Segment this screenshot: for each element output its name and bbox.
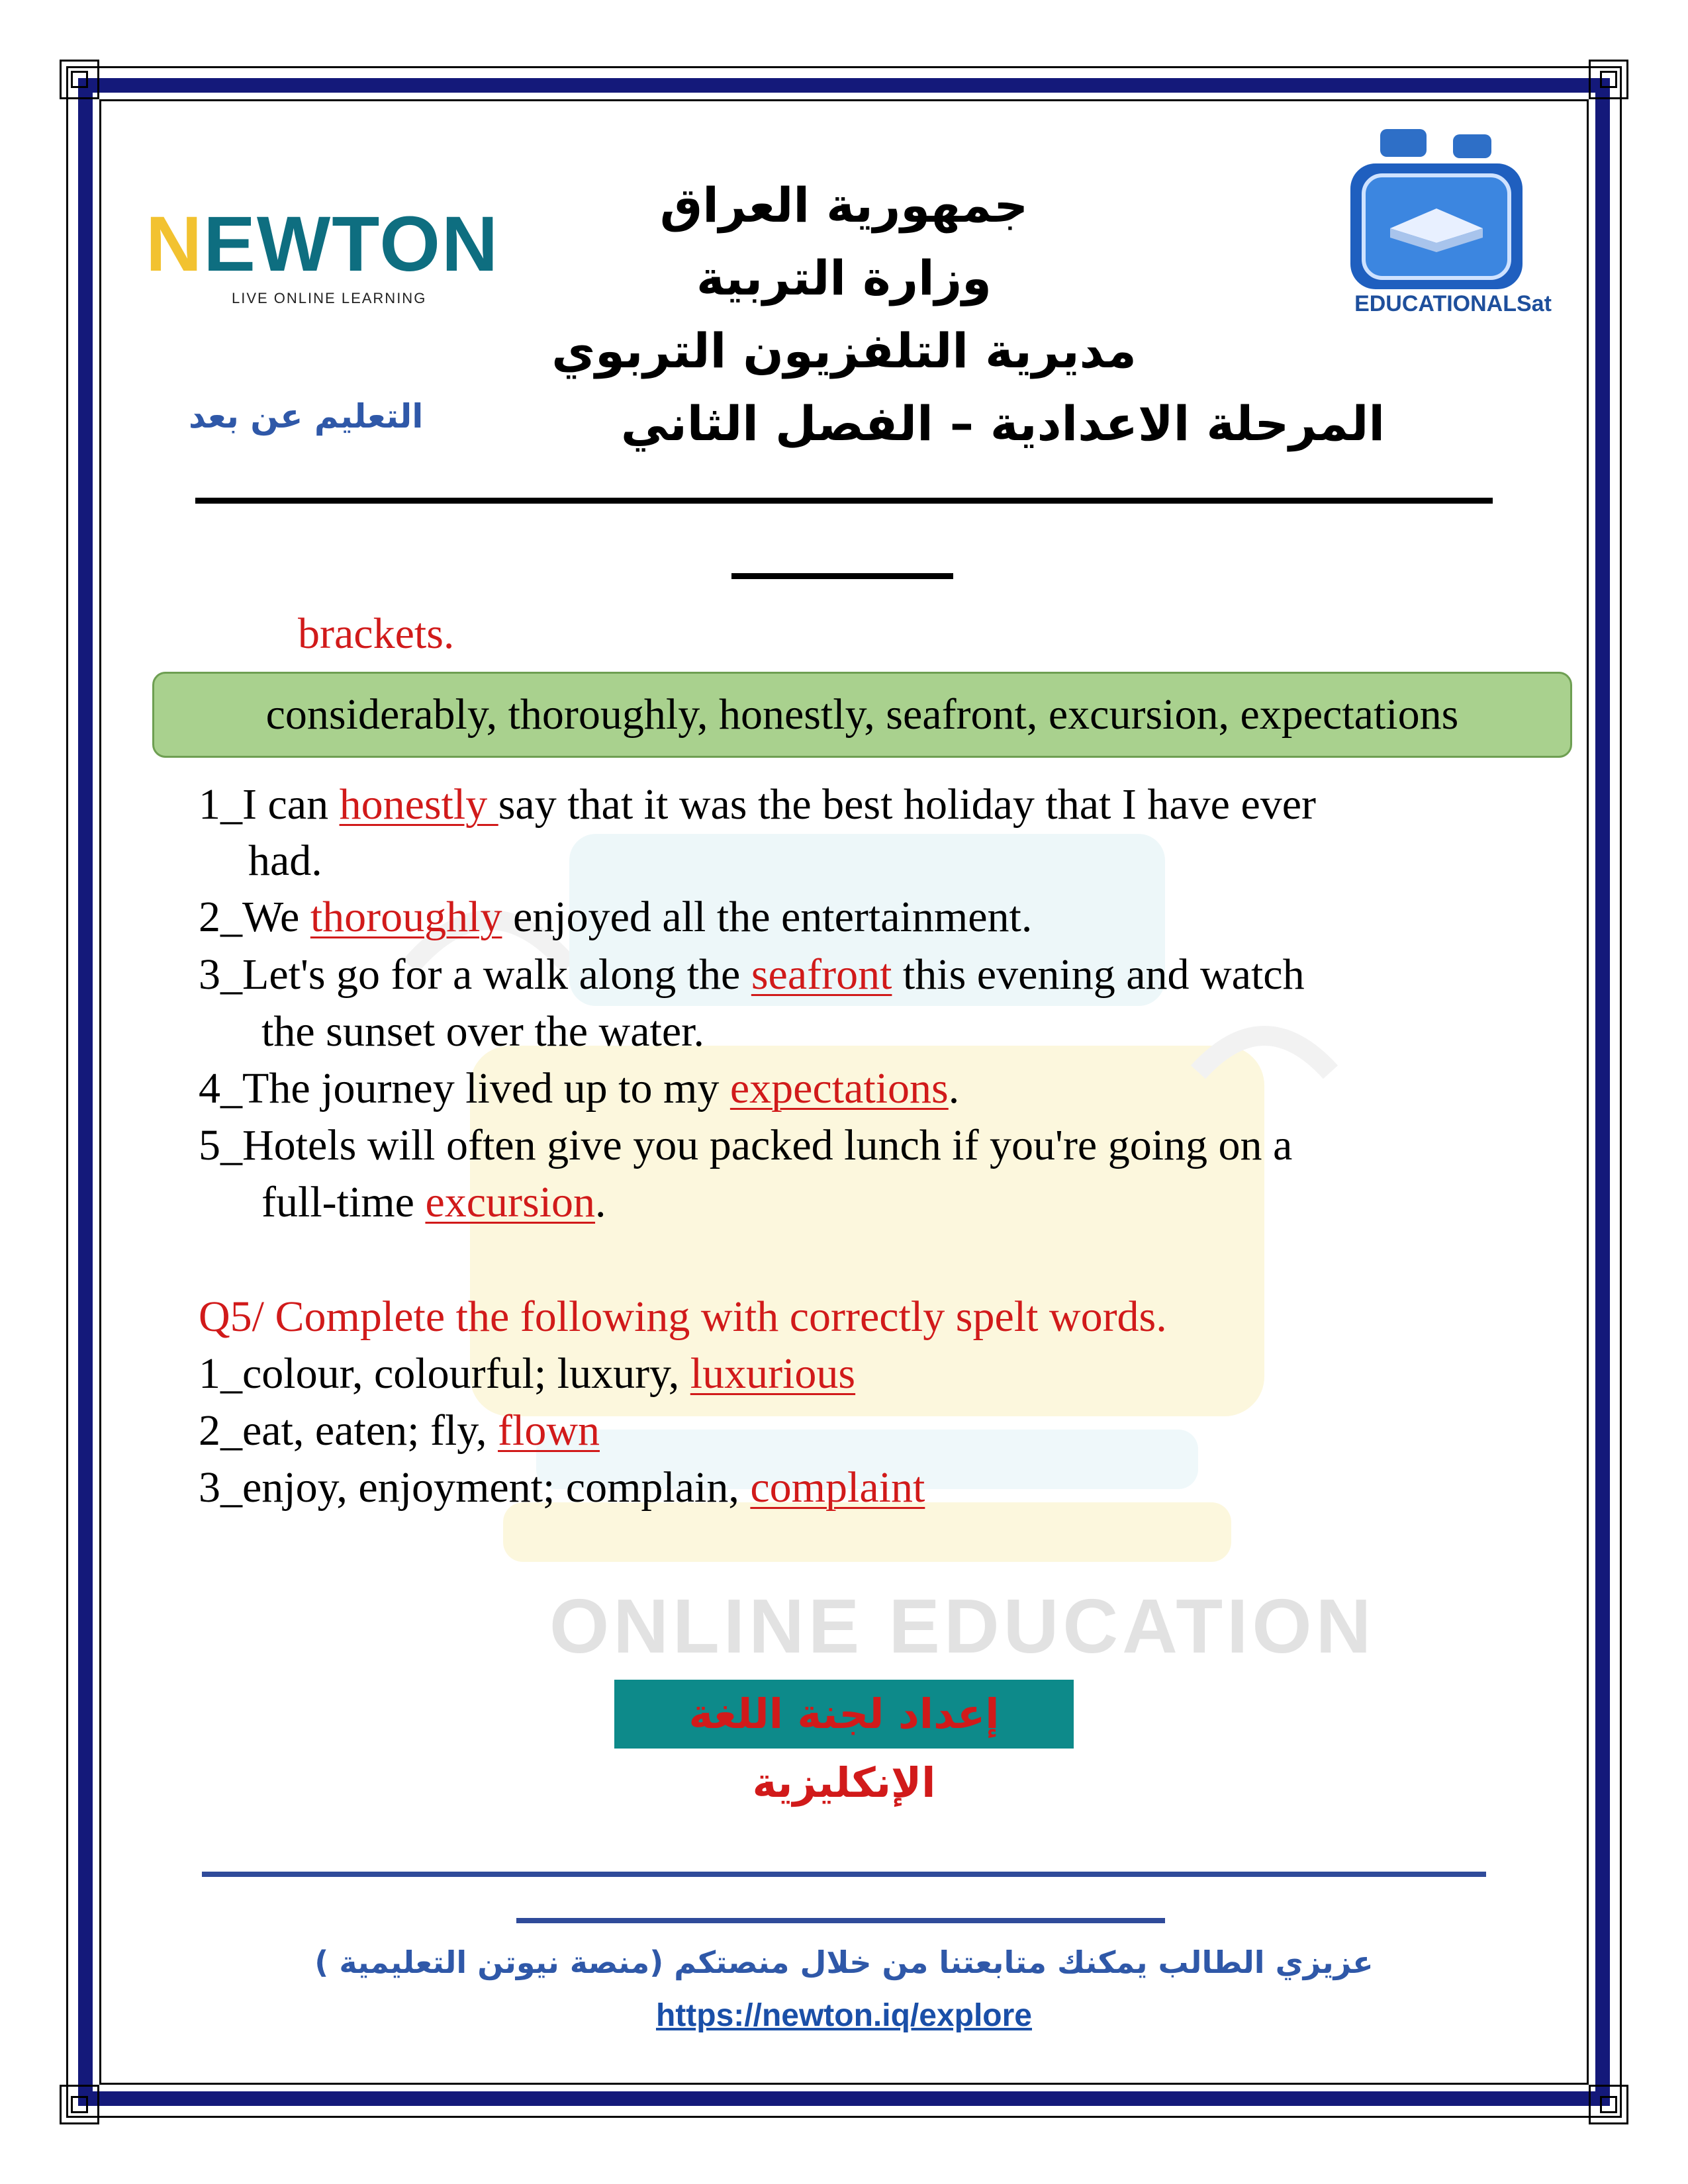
exercise-item-5: 5_Hotels will often give you packed lunch if you're going on a [199, 1121, 1293, 1169]
prepared-by-banner: إعداد لجنة اللغة الإنكليزية [614, 1680, 1074, 1749]
q5-item-1: 1_colour, colourful; luxury, luxurious [199, 1349, 856, 1398]
word-bank: considerably, thoroughly, honestly, seafront, excursion, expectations [152, 672, 1572, 758]
exercise-item-1-cont: had. [248, 837, 322, 885]
header-line-1: جمهورية العراق [659, 177, 1029, 233]
exercise-item-1: 1_I can honestly say that it was the best holiday that I have ever [199, 780, 1317, 829]
answer-expectations: expectations [729, 1064, 949, 1113]
answer-luxurious: luxurious [690, 1349, 856, 1398]
header-rule-short [731, 573, 953, 579]
answer-seafront: seafront [751, 950, 892, 999]
answer-complaint: complaint [750, 1463, 925, 1512]
footer-rule-short [516, 1918, 1165, 1923]
exercise-item-3-cont: the sunset over the water. [261, 1007, 704, 1056]
instruction-tail: brackets. [298, 610, 455, 658]
exercise-item-5-cont: full-time excursion. [261, 1178, 606, 1226]
answer-honestly: honestly [339, 780, 498, 829]
newton-tagline: LIVE ONLINE LEARNING [232, 290, 427, 306]
corner-ornament-top-left [60, 60, 99, 99]
distance-learning-label: التعليم عن بعد [189, 397, 424, 435]
header-line-2: وزارة التربية [696, 250, 992, 306]
header-rule-long [195, 498, 1493, 504]
header-line-3: مديرية التلفزيون التربوي [551, 323, 1137, 379]
corner-ornament-bottom-left [60, 2085, 99, 2124]
newton-logo-word: EWTON [203, 201, 500, 288]
exercise-item-3: 3_Let's go for a walk along the seafront this evening and watch [199, 950, 1305, 999]
corner-ornament-top-right [1589, 60, 1628, 99]
footer-note: عزيزي الطالب يمكنك متابعتنا من خلال منصتكم (منصة نيوتن التعليمية ) [314, 1944, 1374, 1980]
answer-thoroughly: thoroughly [310, 893, 502, 941]
header-line-4: المرحلة الاعدادية – الفصل الثاني [620, 396, 1385, 451]
newton-logo-n: N [146, 201, 204, 288]
watermark-text: ONLINE EDUCATION [549, 1583, 1376, 1669]
q5-item-2: 2_eat, eaten; fly, flown [199, 1406, 600, 1455]
answer-flown: flown [498, 1406, 600, 1455]
answer-excursion: excursion [425, 1178, 596, 1226]
exercise-item-2: 2_We thoroughly enjoyed all the entertainment. [199, 893, 1033, 941]
exercise-item-4: 4_The journey lived up to my expectations. [199, 1064, 960, 1113]
q5-item-3: 3_enjoy, enjoyment; complain, complaint [199, 1463, 925, 1512]
q5-title: Q5/ Complete the following with correctly spelt words. [199, 1293, 1167, 1341]
educational-sat-text: EDUCATIONALSat [1354, 291, 1552, 316]
footer-rule-long [202, 1872, 1486, 1877]
footer-link[interactable]: https://newton.iq/explore [655, 1998, 1032, 2033]
corner-ornament-bottom-right [1589, 2085, 1628, 2124]
